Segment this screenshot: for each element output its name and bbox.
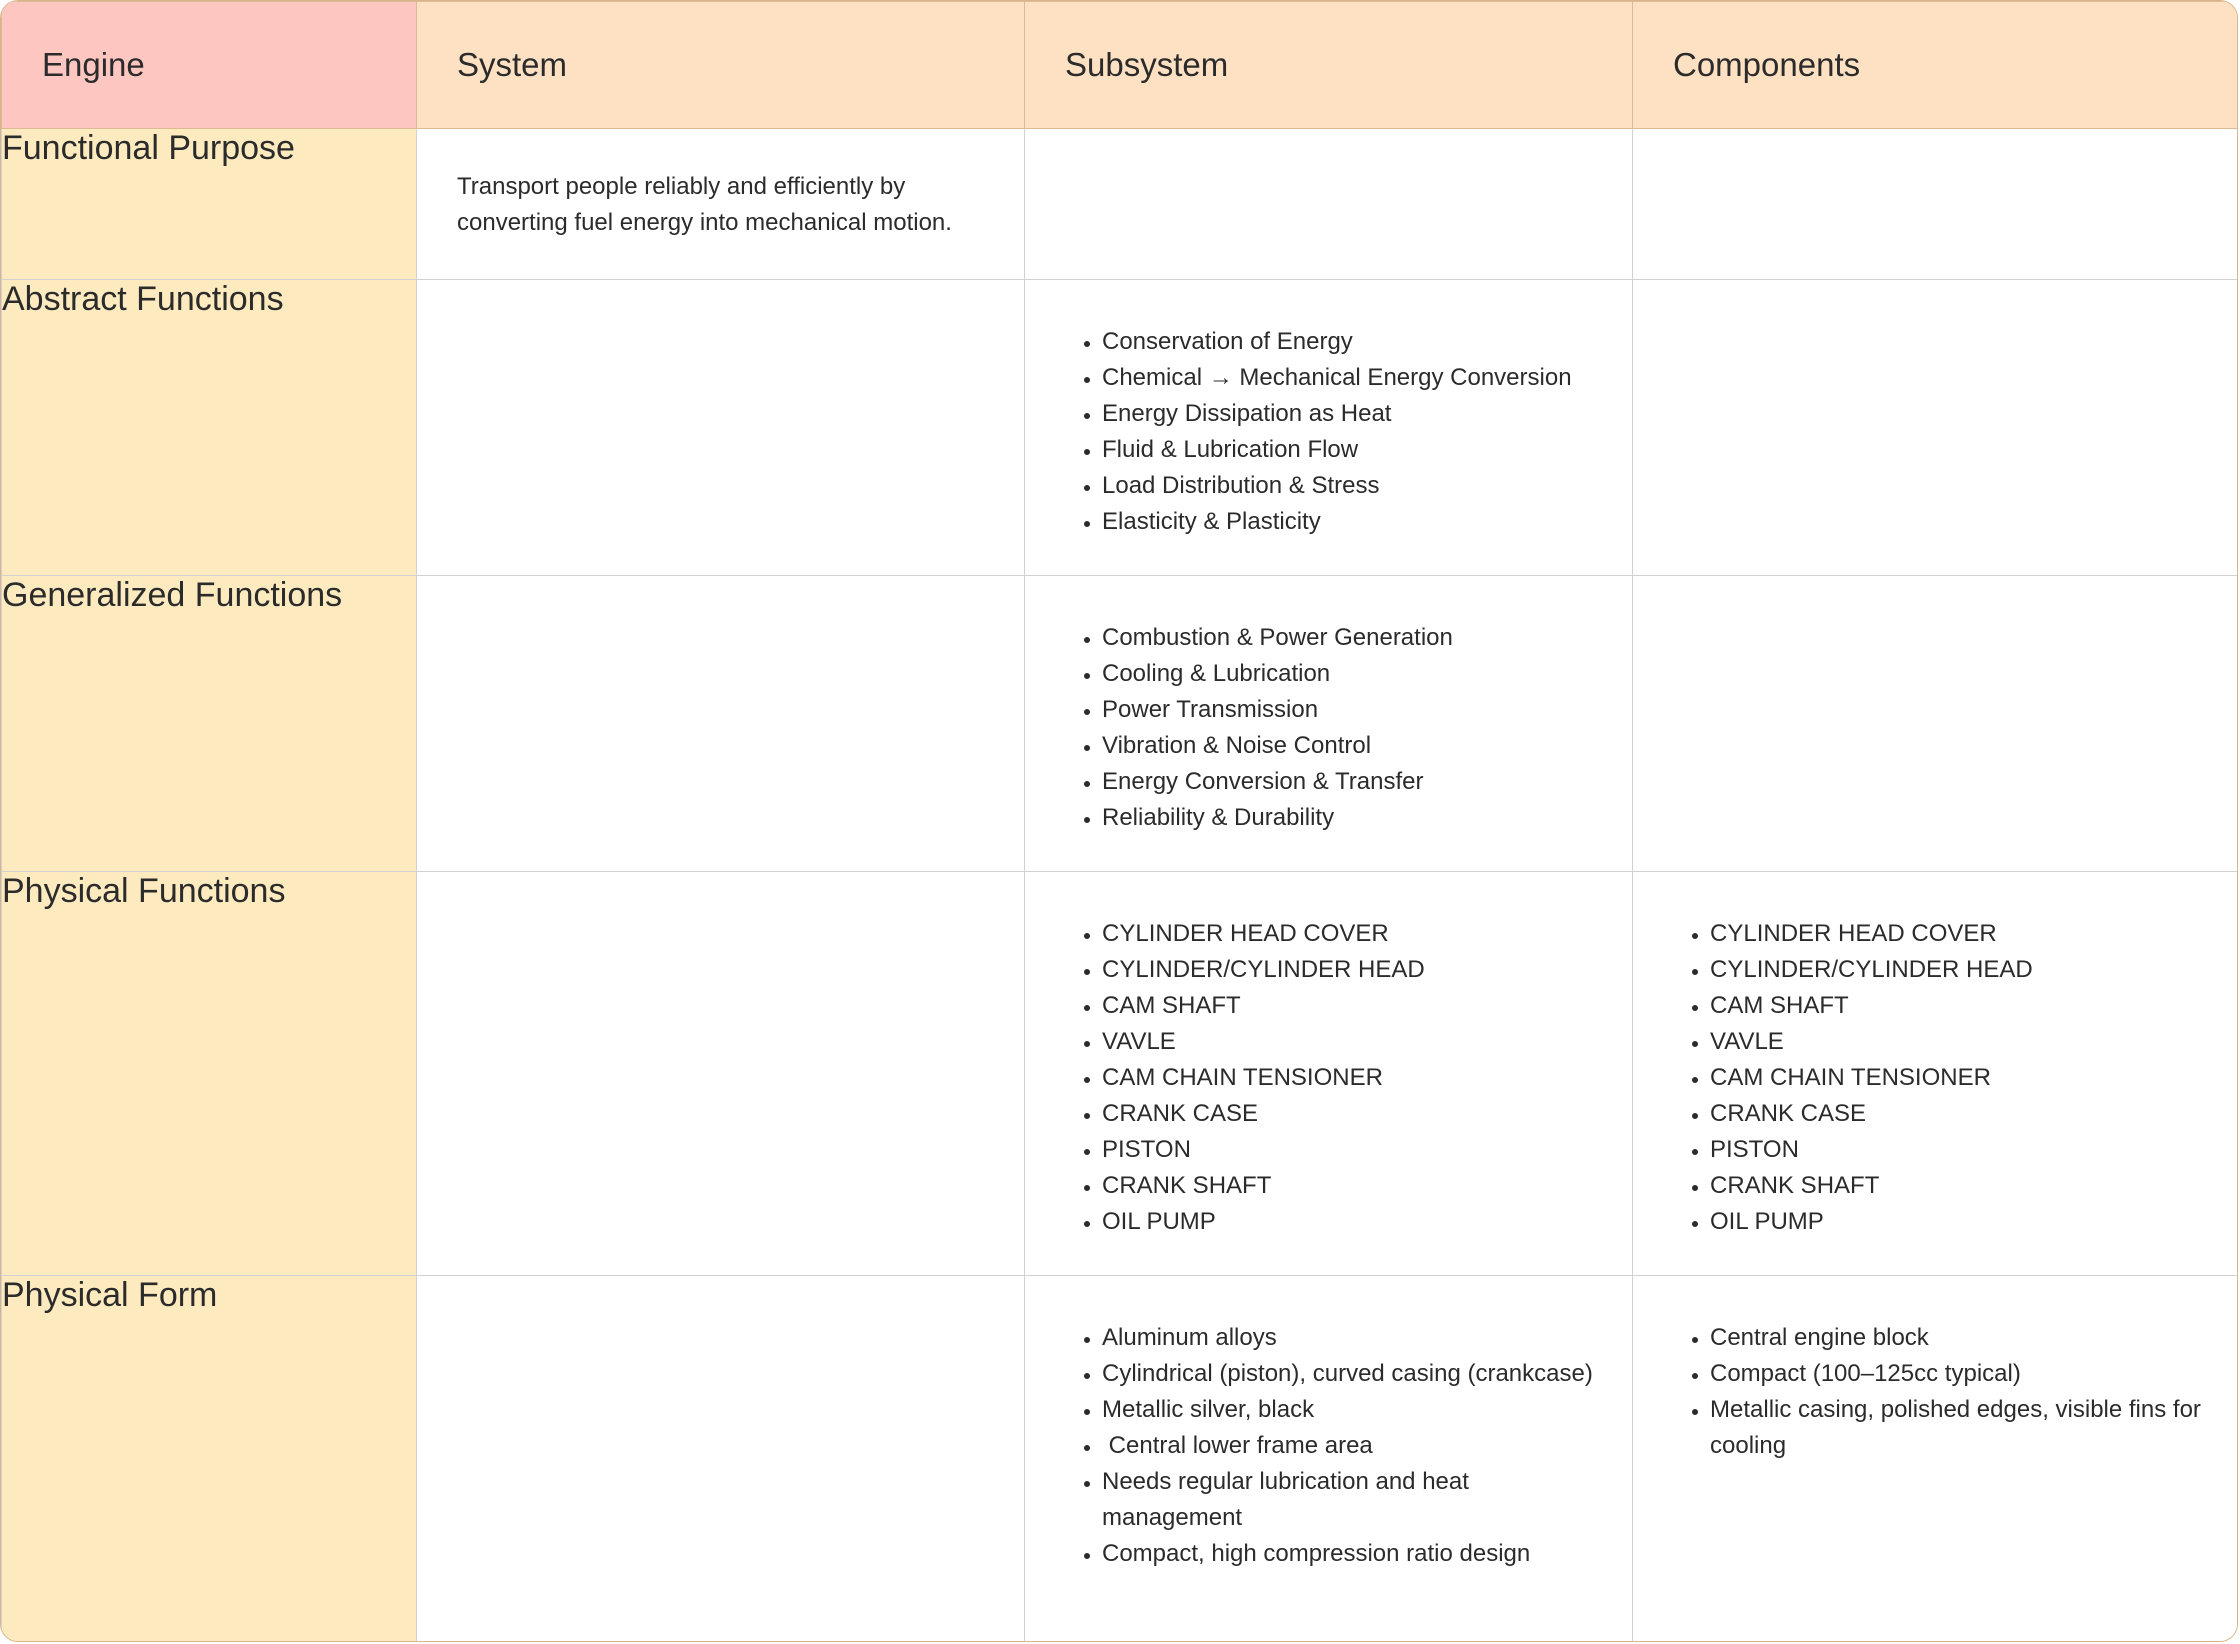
list-item: • Metallic casing, polished edges, visible fins for cooling — [1710, 1392, 2217, 1464]
components-cell — [1633, 1276, 2238, 1643]
subsystem-list — [1025, 872, 1632, 1240]
list-item: • Cooling & Lubrication — [1102, 656, 1612, 692]
system-description: Transport people reliably and efficiently by converting fuel energy into mechanical motion. — [457, 173, 952, 236]
list-item: • CRANK SHAFT — [1102, 1168, 1612, 1204]
list-item: • CAM SHAFT — [1102, 988, 1612, 1024]
list-item: • Energy Conversion & Transfer — [1102, 764, 1612, 800]
components-list — [1633, 872, 2237, 1240]
list-item: • CRANK CASE — [1102, 1096, 1612, 1132]
subsystem-cell — [1025, 576, 1633, 872]
list-item: • CRANK CASE — [1710, 1096, 2217, 1132]
list-item: • Needs regular lubrication and heat management — [1102, 1464, 1612, 1536]
row-label: Abstract Functions — [2, 280, 417, 576]
list-item: • Combustion & Power Generation — [1102, 620, 1612, 656]
list-item: • Energy Dissipation as Heat — [1102, 396, 1612, 432]
list-item: • Central lower frame area — [1102, 1428, 1612, 1464]
matrix-table — [1, 1, 2238, 1642]
row-label: Physical Form — [2, 1276, 417, 1643]
system-cell — [417, 872, 1025, 1276]
list-item: • Fluid & Lubrication Flow — [1102, 432, 1612, 468]
row-generalized-functions — [2, 576, 2238, 872]
list-item: • Cylindrical (piston), curved casing (crankcase) — [1102, 1356, 1612, 1392]
list-item: • OIL PUMP — [1710, 1204, 2217, 1240]
list-item: • Reliability & Durability — [1102, 800, 1612, 836]
list-item: • Compact, high compression ratio design — [1102, 1536, 1612, 1572]
list-item: • Aluminum alloys — [1102, 1320, 1612, 1356]
row-physical-form — [2, 1276, 2238, 1643]
list-item: • CAM CHAIN TENSIONER — [1710, 1060, 2217, 1096]
list-item: • OIL PUMP — [1102, 1204, 1612, 1240]
components-cell — [1633, 872, 2238, 1276]
subsystem-list — [1025, 280, 1632, 540]
system-cell — [417, 1276, 1025, 1643]
system-cell — [417, 280, 1025, 576]
row-label: Generalized Functions — [2, 576, 417, 872]
row-abstract-functions — [2, 280, 2238, 576]
subsystem-cell — [1025, 1276, 1633, 1643]
subsystem-list — [1025, 576, 1632, 836]
list-item: • Elasticity & Plasticity — [1102, 504, 1612, 540]
list-item: • Chemical → Mechanical Energy Conversion — [1102, 360, 1612, 396]
list-item: • Metallic silver, black — [1102, 1392, 1612, 1428]
components-cell — [1633, 280, 2238, 576]
list-item: • Load Distribution & Stress — [1102, 468, 1612, 504]
row-functional-purpose — [2, 129, 2238, 280]
system-cell — [417, 129, 1025, 280]
list-item: • Conservation of Energy — [1102, 324, 1612, 360]
list-item: • CYLINDER HEAD COVER — [1102, 916, 1612, 952]
subsystem-cell — [1025, 872, 1633, 1276]
subsystem-list — [1025, 1276, 1632, 1572]
components-cell — [1633, 576, 2238, 872]
list-item: • PISTON — [1710, 1132, 2217, 1168]
column-header-system: System — [417, 2, 1025, 129]
components-cell — [1633, 129, 2238, 280]
components-list — [1633, 1276, 2237, 1464]
list-item: • Central engine block — [1710, 1320, 2217, 1356]
list-item: • CAM CHAIN TENSIONER — [1102, 1060, 1612, 1096]
list-item: • CRANK SHAFT — [1710, 1168, 2217, 1204]
list-item: • CYLINDER/CYLINDER HEAD — [1102, 952, 1612, 988]
column-header-subsystem: Subsystem — [1025, 2, 1633, 129]
list-item: • Power Transmission — [1102, 692, 1612, 728]
list-item: • CYLINDER HEAD COVER — [1710, 916, 2217, 952]
list-item: • VAVLE — [1710, 1024, 2217, 1060]
row-label: Functional Purpose — [2, 129, 417, 280]
row-physical-functions — [2, 872, 2238, 1276]
row-label: Physical Functions — [2, 872, 417, 1276]
list-item: • CYLINDER/CYLINDER HEAD — [1710, 952, 2217, 988]
list-item: • PISTON — [1102, 1132, 1612, 1168]
column-header-components: Components — [1633, 2, 2238, 129]
system-cell — [417, 576, 1025, 872]
corner-header-engine: Engine — [2, 2, 417, 129]
list-item: • VAVLE — [1102, 1024, 1612, 1060]
list-item: • CAM SHAFT — [1710, 988, 2217, 1024]
subsystem-cell — [1025, 129, 1633, 280]
header-row — [2, 2, 2238, 129]
list-item: • Vibration & Noise Control — [1102, 728, 1612, 764]
list-item: • Compact (100–125cc typical) — [1710, 1356, 2217, 1392]
subsystem-cell — [1025, 280, 1633, 576]
